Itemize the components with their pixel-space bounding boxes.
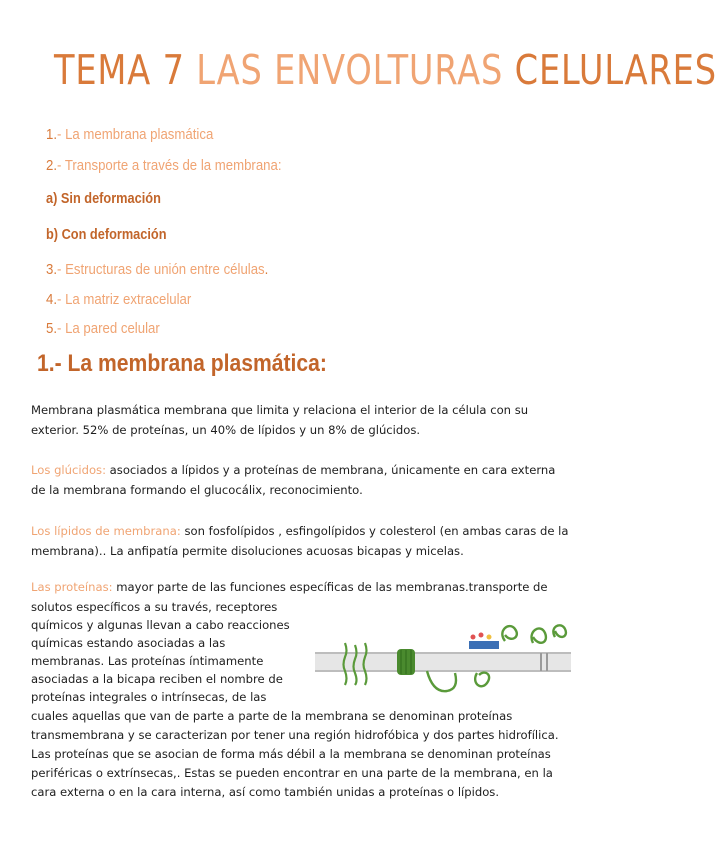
toc-subitem-b: b) Con deformación — [46, 227, 167, 243]
proteinas-label: Las proteínas: — [31, 580, 113, 594]
proteinas-line: periféricas o extrínsecas,. Estas se pueden encontrar en una parte de la membrana, en la — [31, 766, 553, 780]
proteinas-line: solutos específicos a su través, receptores — [31, 600, 278, 614]
proteinas-line: asociadas a la bicapa reciben el nombre de — [31, 672, 283, 686]
page-title — [54, 46, 717, 94]
title-part-1: TEMA 7 — [54, 46, 185, 94]
proteinas-line: Las proteínas: mayor parte de las funciones específicas de las membranas.transporte de — [31, 580, 548, 594]
proteinas-line: químicos y algunas llevan a cabo reacciones — [31, 618, 290, 632]
proteinas-line: químicas estando asociadas a las — [31, 636, 226, 650]
glycan-marker — [469, 641, 499, 649]
intro-line: exterior. 52% de proteínas, un 40% de lípidos y un 8% de glúcidos. — [31, 423, 421, 437]
proteinas-line: proteínas integrales o intrínsecas, de las — [31, 690, 267, 704]
toc-item-2: 2.- Transporte a través de la membrana: — [46, 157, 282, 174]
proteinas-line: cuales aquellas que van de parte a parte de la membrana se denominan proteínas — [31, 709, 513, 723]
proteinas-line: Las proteínas que se asocian de forma más débil a la membrana se denominan proteínas — [31, 747, 551, 761]
proteinas-line: transmembrana y se caracterizan por tener una región hidrofóbica y dos partes hidrofílica. — [31, 728, 559, 742]
toc-item-5: 5.- La pared celular — [46, 320, 160, 337]
lipidos-label: Los lípidos de membrana: — [31, 524, 181, 538]
lipidos-line: membrana).. La anfipatía permite disoluciones acuosas bicapas y micelas. — [31, 544, 464, 558]
proteinas-line: membranas. Las proteínas íntimamente — [31, 654, 264, 668]
section-heading: 1.- La membrana plasmática: — [37, 350, 327, 377]
toc-item-3: 3.- Estructuras de unión entre células. — [46, 261, 269, 278]
title-part-3: CELULARES — [514, 46, 717, 94]
lipidos-line: Los lípidos de membrana: son fosfolípidos , esfingolípidos y colesterol (en ambas caras de la — [31, 524, 569, 538]
membrane-proteins-illustration — [297, 613, 575, 703]
title-part-2: LAS ENVOLTURAS — [196, 46, 504, 94]
toc-subitem-a: a) Sin deformación — [46, 191, 161, 207]
toc-item-1: 1.- La membrana plasmática — [46, 126, 214, 143]
glucidos-line: de la membrana formando el glucocálix, reconocimiento. — [31, 483, 363, 497]
glucidos-line: Los glúcidos: asociados a lípidos y a proteínas de membrana, únicamente en cara externa — [31, 463, 556, 477]
glucidos-label: Los glúcidos: — [31, 463, 106, 477]
toc-item-4: 4.- La matriz extracelular — [46, 291, 192, 308]
intro-line: Membrana plasmática membrana que limita y relaciona el interior de la célula con su — [31, 403, 529, 417]
proteinas-line: cara externa o en la cara interna, así como también unidas a proteínas o lípidos. — [31, 785, 500, 799]
